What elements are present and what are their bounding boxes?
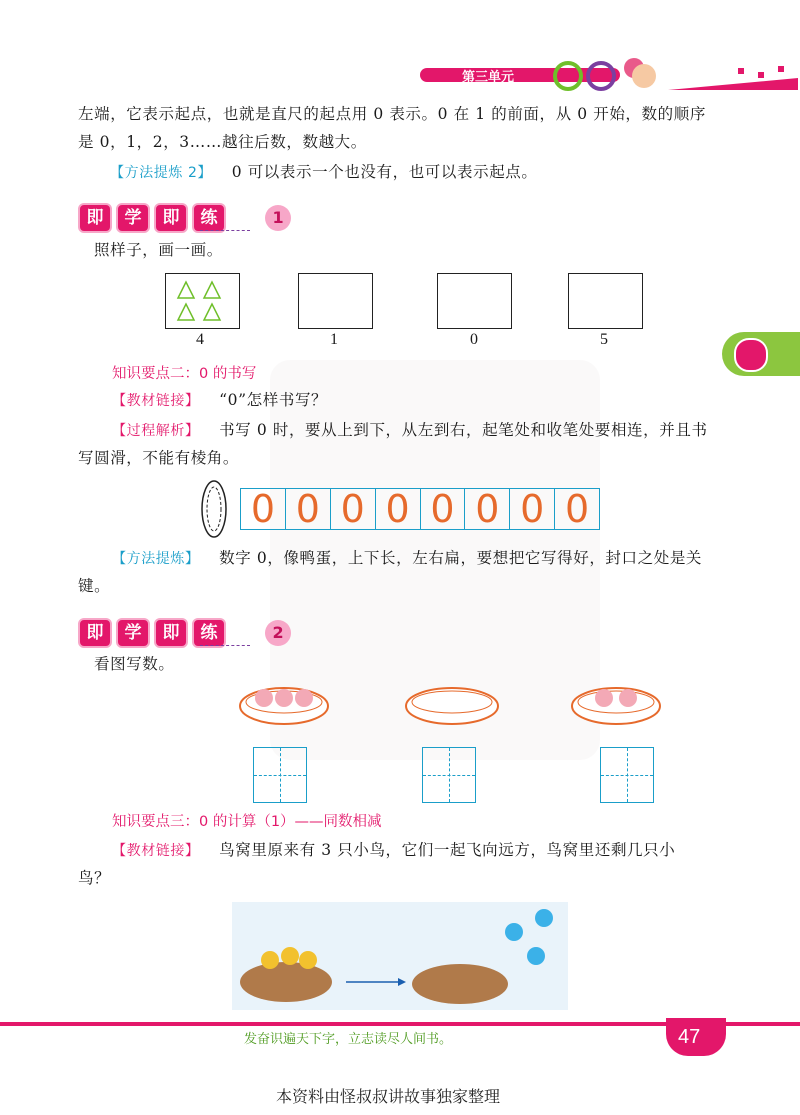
practice1-header bbox=[78, 203, 291, 233]
header-decoration bbox=[548, 54, 798, 100]
zero-grid bbox=[240, 488, 600, 530]
page-number: 47 bbox=[678, 1026, 701, 1048]
practice2-char: 即 bbox=[78, 618, 112, 648]
answer-box[interactable] bbox=[600, 747, 654, 803]
practice1-char: 即 bbox=[154, 203, 188, 233]
kp3-line1: 鸟窝里原来有 3 只小鸟，它们一起飞向远方，鸟窝里还剩几只小 bbox=[219, 841, 676, 859]
triangle-shapes bbox=[166, 274, 239, 328]
method3-line2: 键。 bbox=[78, 577, 111, 595]
side-tab bbox=[722, 332, 800, 376]
zero-stroke-guide-icon bbox=[196, 478, 236, 540]
practice1-char: 练 bbox=[192, 203, 226, 233]
zero-cell: 0 bbox=[376, 489, 421, 529]
zero-cell: 0 bbox=[331, 489, 376, 529]
kp2-proc-line2: 写圆滑，不能有棱角。 bbox=[78, 449, 240, 467]
practice2-char: 即 bbox=[154, 618, 188, 648]
method3-line1: 数字 0，像鸭蛋，上下长，左右扁，要想把它写得好，封口之处是关 bbox=[219, 549, 703, 567]
box-label: 5 bbox=[600, 331, 608, 348]
kp3-link-label: 【教材链接】 bbox=[112, 843, 200, 859]
box-label: 4 bbox=[196, 331, 204, 348]
draw-box[interactable] bbox=[568, 273, 643, 329]
bird-nest-illustration bbox=[232, 902, 568, 1010]
zero-cell: 0 bbox=[421, 489, 466, 529]
zero-cell: 0 bbox=[286, 489, 331, 529]
mascot-icon bbox=[734, 338, 768, 372]
footer-motto: 发奋识遍天下字，立志读尽人间书。 bbox=[244, 1032, 453, 1047]
kp3-title: 知识要点三：0 的计算（1）——同数相减 bbox=[112, 814, 382, 830]
answer-box[interactable] bbox=[422, 747, 476, 803]
method2-text: 0 可以表示一个也没有，也可以表示起点。 bbox=[231, 163, 538, 181]
practice1-number: 1 bbox=[265, 205, 291, 231]
header-unit: 第三单元 bbox=[462, 70, 515, 85]
kp2-title: 知识要点二：0 的书写 bbox=[112, 366, 257, 382]
box-label: 0 bbox=[470, 331, 478, 348]
zero-cell: 0 bbox=[510, 489, 555, 529]
practice2-underline bbox=[200, 645, 250, 646]
intro-line1: 左端，它表示起点，也就是直尺的起点用 0 表示。0 在 1 的前面，从 0 开始，数的顺序 bbox=[78, 105, 706, 123]
footer-credit: 本资料由怪叔叔讲故事独家整理 bbox=[276, 1087, 501, 1106]
header-band bbox=[0, 40, 800, 96]
practice2-instruction: 看图写数。 bbox=[94, 655, 175, 673]
draw-box[interactable] bbox=[437, 273, 512, 329]
kp2-link-text: “0”怎样书写？ bbox=[219, 391, 328, 409]
kp2-link-label: 【教材链接】 bbox=[112, 393, 200, 409]
plates bbox=[238, 684, 662, 734]
kp2-proc-label: 【过程解析】 bbox=[112, 423, 200, 439]
practice1-instruction: 照样子，画一画。 bbox=[94, 241, 223, 259]
draw-box[interactable] bbox=[298, 273, 373, 329]
practice2-header bbox=[78, 618, 291, 648]
plate-with-peaches bbox=[240, 688, 328, 724]
practice1-char: 即 bbox=[78, 203, 112, 233]
method3-label: 【方法提炼】 bbox=[112, 551, 200, 567]
practice2-number: 2 bbox=[265, 620, 291, 646]
practice2-char: 练 bbox=[192, 618, 226, 648]
box-label: 1 bbox=[330, 331, 338, 348]
kp2-proc-line1: 书写 0 时，要从上到下，从左到右，起笔处和收笔处要相连，并且书 bbox=[219, 421, 708, 439]
method2-label: 【方法提炼 2】 bbox=[110, 165, 213, 181]
draw-box bbox=[165, 273, 240, 329]
nest-empty bbox=[412, 964, 508, 1004]
empty-plate bbox=[406, 688, 498, 724]
kp3-line2: 鸟？ bbox=[78, 869, 111, 887]
practice1-underline bbox=[200, 230, 250, 231]
nest-full bbox=[240, 962, 332, 1002]
zero-cell: 0 bbox=[465, 489, 510, 529]
practice2-char: 学 bbox=[116, 618, 150, 648]
answer-box[interactable] bbox=[253, 747, 307, 803]
intro-line2: 是 0，1，2，3……越往后数，数越大。 bbox=[78, 133, 367, 151]
zero-cell: 0 bbox=[241, 489, 286, 529]
plate-with-peaches bbox=[572, 688, 660, 724]
zero-cell: 0 bbox=[564, 487, 590, 531]
practice1-char: 学 bbox=[116, 203, 150, 233]
